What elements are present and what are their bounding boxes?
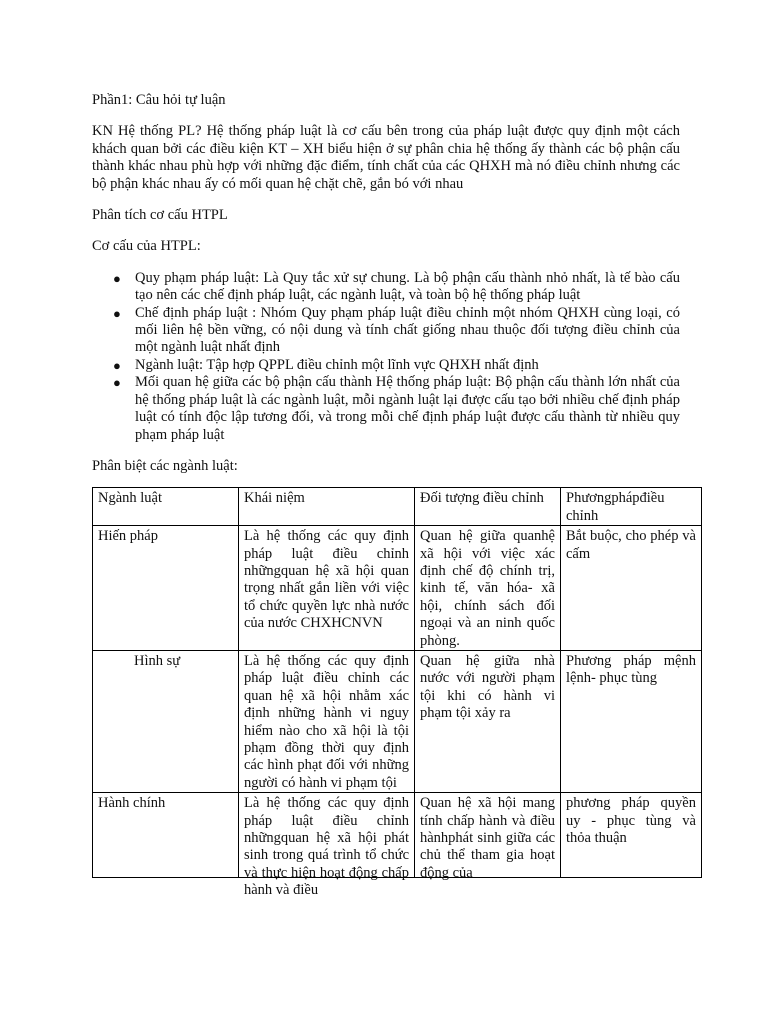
cell-method bbox=[561, 793, 702, 878]
list-item bbox=[92, 374, 680, 444]
bullet-icon: ● bbox=[113, 375, 121, 391]
cell-branch-name: Hình sự bbox=[93, 650, 239, 792]
header-cell-branch: Ngành luật bbox=[93, 488, 239, 526]
document-page bbox=[92, 92, 696, 899]
cell-object bbox=[415, 793, 561, 881]
table-row bbox=[93, 526, 702, 651]
structure-heading: Cơ cấu của HTPL: bbox=[92, 238, 201, 255]
bullet-text: Ngành luật: Tập hợp QPPL điều chỉnh một lĩnh vực QHXH nhất định bbox=[135, 356, 539, 373]
cell-method: Phương pháp mệnh lệnh- phục tùng bbox=[561, 650, 702, 792]
header-cell-object: Đối tượng điều chỉnh bbox=[415, 488, 561, 526]
cell-branch-name bbox=[93, 793, 239, 878]
header-cell-concept: Khái niệm bbox=[239, 488, 415, 526]
cell-method: Bắt buộc, cho phép và cấm bbox=[561, 526, 702, 651]
bullet-icon: ● bbox=[113, 270, 121, 286]
header-cell-method: Phươngphápđiều chỉnh bbox=[561, 488, 702, 526]
cell-object: Quan hệ giữa nhà nước với người phạm tội khi có hành vi phạm tội xảy ra bbox=[415, 650, 561, 792]
cell-concept: Là hệ thống các quy định pháp luật điều chỉnh các quan hệ xã hội nhằm xác định những hành vi nguy hiểm nào cho xã hội là tội phạm đồng thời quy định các hình phạt đối với những người có hành vi phạm tội bbox=[239, 650, 415, 792]
cell-text: Quan hệ xã hội mang tính chấp hành và điều hànhphát sinh giữa các chủ thể tham gia hoạt động của bbox=[420, 795, 555, 881]
list-item bbox=[92, 305, 680, 357]
bullet-text: Mối quan hệ giữa các bộ phận cấu thành Hệ thống pháp luật: Bộ phận cấu thành lớn nhất của hệ thống pháp luật là các ngành luật, mỗi ngành luật lại được cấu tạo bởi nhiều chế định pháp luật có tính độc lập tương đối, và trong mỗi chế định pháp luật được cấu thành từ nhiều quy phạm pháp luật bbox=[135, 374, 680, 443]
cell-object: Quan hệ giữa quanhệ xã hội với việc xác định chế độ chính trị, kinh tế, văn hóa- xã hội, chính sách đối ngoại và an ninh quốc phòng. bbox=[415, 526, 561, 651]
table-row bbox=[93, 650, 702, 792]
definition-paragraph: KN Hệ thống PL? Hệ thống pháp luật là cơ cấu bên trong của pháp luật được quy định một cách khách quan bởi các điều kiện KT – XH biểu hiện ở sự phân chia hệ thống ấy thành các bộ phận cấu thành khác nhau phù hợp với những đặc điểm, tính chất của các QHXH mà nó điều chỉnh nhưng các bộ phận khác nhau ấy có mối quan hệ chặt chẽ, gắn bó với nhau bbox=[92, 123, 680, 192]
bullet-text: Quy phạm pháp luật: Là Quy tắc xử sự chung. Là bộ phận cấu thành nhỏ nhất, là tế bào cấu tạo nên các chế định pháp luật, các ngành luật, và toàn bộ hệ thống pháp luật bbox=[135, 269, 680, 304]
cell-concept bbox=[239, 793, 415, 899]
table-heading: Phân biệt các ngành luật: bbox=[92, 457, 238, 474]
cell-concept: Là hệ thống các quy định pháp luật điều chỉnh nhữngquan hệ xã hội quan trọng nhất gắn liền với việc tổ chức quyền lực nhà nước của nước CHXHCNVN bbox=[239, 526, 415, 651]
part-title: Phần1: Câu hỏi tự luận bbox=[92, 92, 226, 108]
list-item bbox=[92, 270, 680, 305]
law-branches-table bbox=[92, 487, 702, 899]
cell-branch-name: Hiến pháp bbox=[93, 526, 239, 651]
table-row bbox=[93, 793, 702, 878]
cell-text: Hành chính bbox=[98, 795, 166, 812]
list-item bbox=[92, 357, 680, 374]
cell-text: phương pháp quyền uy - phục tùng và thỏa thuận bbox=[566, 795, 696, 847]
table-header-row bbox=[93, 488, 702, 526]
bullet-text: Chế định pháp luật : Nhóm Quy phạm pháp luật điều chỉnh một nhóm QHXH cùng loại, có mối liên hệ bền vững, có nội dung và tính chất giống nhau thuộc đối tượng điều chỉnh của một ngành luật nhất định bbox=[135, 304, 680, 356]
structure-bullet-list bbox=[92, 270, 680, 444]
bullet-icon: ● bbox=[113, 357, 121, 373]
analysis-heading: Phân tích cơ cấu HTPL bbox=[92, 207, 228, 224]
bullet-icon: ● bbox=[113, 305, 121, 321]
cell-text: Là hệ thống các quy định pháp luật điều chỉnh nhữngquan hệ xã hội phát sinh trong quá trình tổ chức và thực hiện hoạt động chấp hành và điều bbox=[244, 795, 409, 899]
